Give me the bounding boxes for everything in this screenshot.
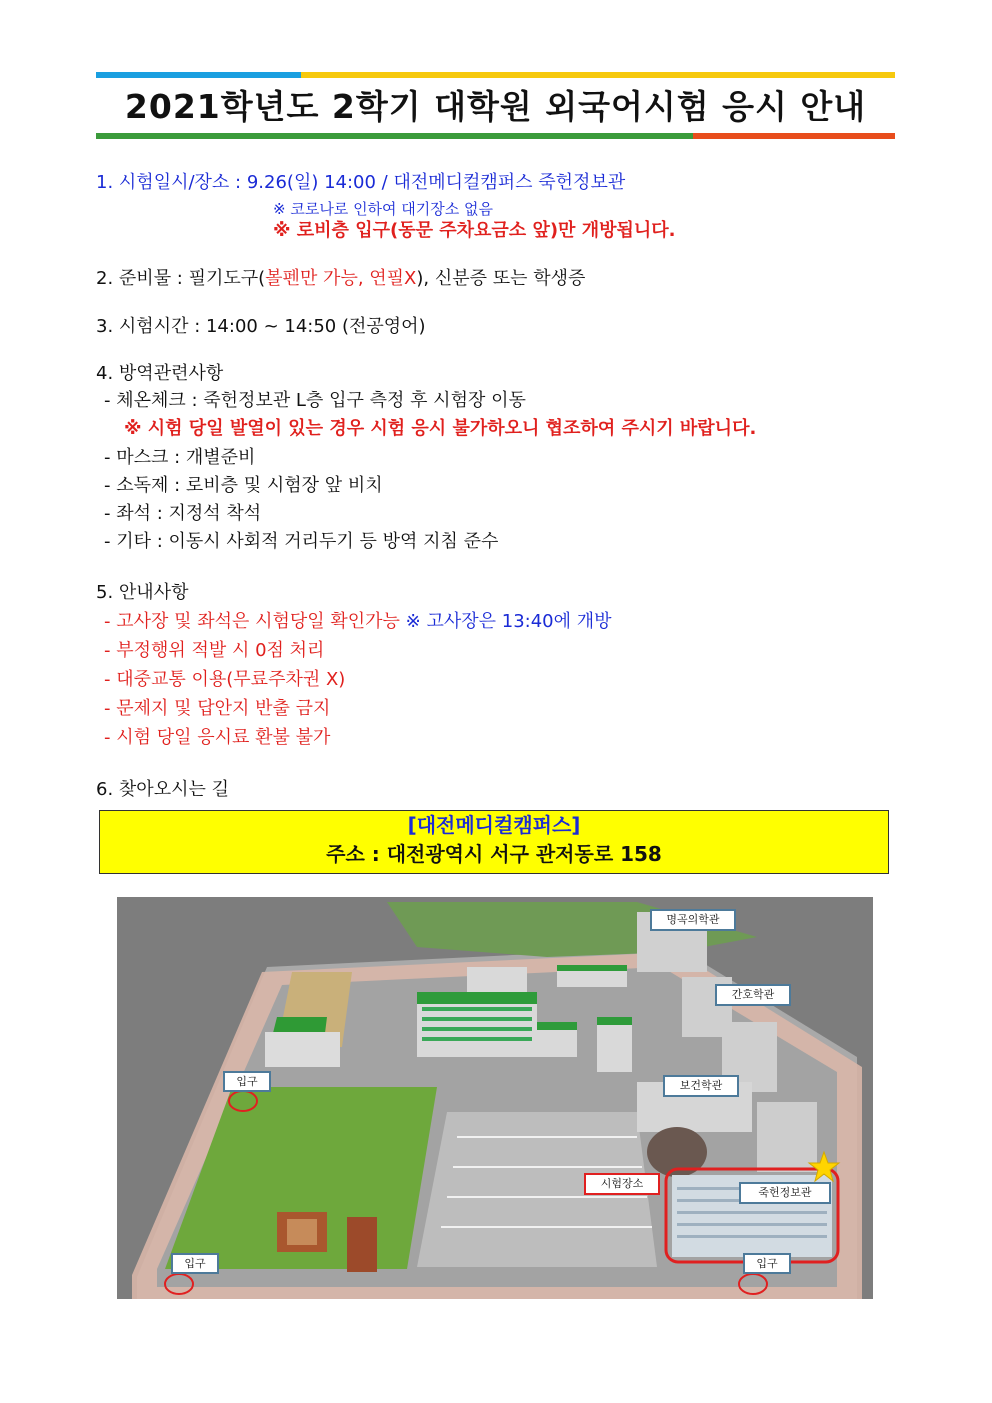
section-5-title: 안내사항 — [118, 582, 189, 603]
section-4-title: 방역관련사항 — [118, 363, 224, 384]
section-6-title: 찾아오시는 길 — [118, 779, 229, 800]
map-label-entrance-1: 입구 — [223, 1071, 271, 1092]
campus-name: [대전메디컬캠퍼스] — [407, 813, 581, 837]
section-5-item-1-blue: ※ 고사장은 13:40에 개방 — [399, 611, 612, 632]
section-1-line — [96, 170, 625, 196]
section-4-warning: ※ 시험 당일 발열이 있는 경우 시험 응시 불가하오니 협조하여 주시기 바랍니다. — [124, 418, 757, 439]
section-3-line — [96, 314, 426, 340]
section-4-heading — [96, 361, 223, 387]
section-5-number: 5. — [96, 582, 114, 603]
section-5-item-4: - 문제지 및 답안지 반출 금지 — [104, 698, 331, 719]
map-label-entrance-3: 입구 — [743, 1253, 791, 1274]
section-1-label: 시험일시/장소 : — [118, 172, 242, 193]
section-2-line — [96, 266, 585, 292]
section-5-item-1 — [104, 609, 612, 635]
section-2-pre: 준비물 : 필기도구( — [118, 268, 266, 289]
section-1-notice: ※ 로비층 입구(동문 주차요금소 앞)만 개방됩니다. — [273, 220, 676, 241]
section-4-item-1: - 체온체크 : 죽헌정보관 L층 입구 측정 후 시험장 이동 — [104, 390, 526, 411]
map-label-b3: 보건학관 — [663, 1075, 739, 1097]
section-4-item-4: - 좌석 : 지정석 착석 — [104, 503, 262, 524]
section-2-number: 2. — [96, 268, 114, 289]
section-5-item-1-red: - 고사장 및 좌석은 시험당일 확인가능 — [104, 611, 400, 632]
section-1-value: 9.26(일) 14:00 / 대전메디컬캠퍼스 죽헌정보관 — [246, 172, 626, 193]
campus-address: 주소 : 대전광역시 서구 관저동로 158 — [326, 842, 662, 866]
address-box — [99, 810, 889, 874]
title-bottom-rule — [96, 133, 895, 139]
section-2-post: ), 신분증 또는 학생증 — [416, 268, 586, 289]
map-label-b2: 간호학관 — [715, 984, 791, 1006]
section-6-heading — [96, 777, 229, 803]
map-label-b1: 명곡의학관 — [650, 909, 736, 931]
section-3-text: 시험시간 : 14:00 ~ 14:50 (전공영어) — [118, 316, 426, 337]
section-3-number: 3. — [96, 316, 114, 337]
section-4-item-5: - 기타 : 이동시 사회적 거리두기 등 방역 지침 준수 — [104, 531, 499, 552]
tower-5 — [757, 1102, 817, 1172]
map-label-exam: 시험장소 — [584, 1173, 660, 1195]
section-6-number: 6. — [96, 779, 114, 800]
section-5-heading — [96, 580, 188, 606]
title-top-rule — [96, 72, 895, 78]
section-4-item-3: - 소독제 : 로비층 및 시험장 앞 비치 — [104, 475, 383, 496]
section-5-item-5: - 시험 당일 응시료 환불 불가 — [104, 727, 331, 748]
section-2-red: 볼펜만 가능, 연필X — [265, 268, 417, 289]
campus-map — [117, 897, 873, 1299]
section-1-note: ※ 코로나로 인하여 대기장소 없음 — [273, 200, 494, 218]
map-label-entrance-2: 입구 — [171, 1253, 219, 1274]
section-1-number: 1. — [96, 172, 114, 193]
section-4-number: 4. — [96, 363, 114, 384]
section-4-item-2: - 마스크 : 개별준비 — [104, 447, 256, 468]
section-5-item-2: - 부정행위 적발 시 0점 처리 — [104, 640, 325, 661]
page-title: 2021학년도 2학기 대학원 외국어시험 응시 안내 — [124, 87, 867, 126]
map-label-b4: 죽헌정보관 — [739, 1182, 831, 1204]
section-5-item-3: - 대중교통 이용(무료주차권 X) — [104, 669, 346, 690]
